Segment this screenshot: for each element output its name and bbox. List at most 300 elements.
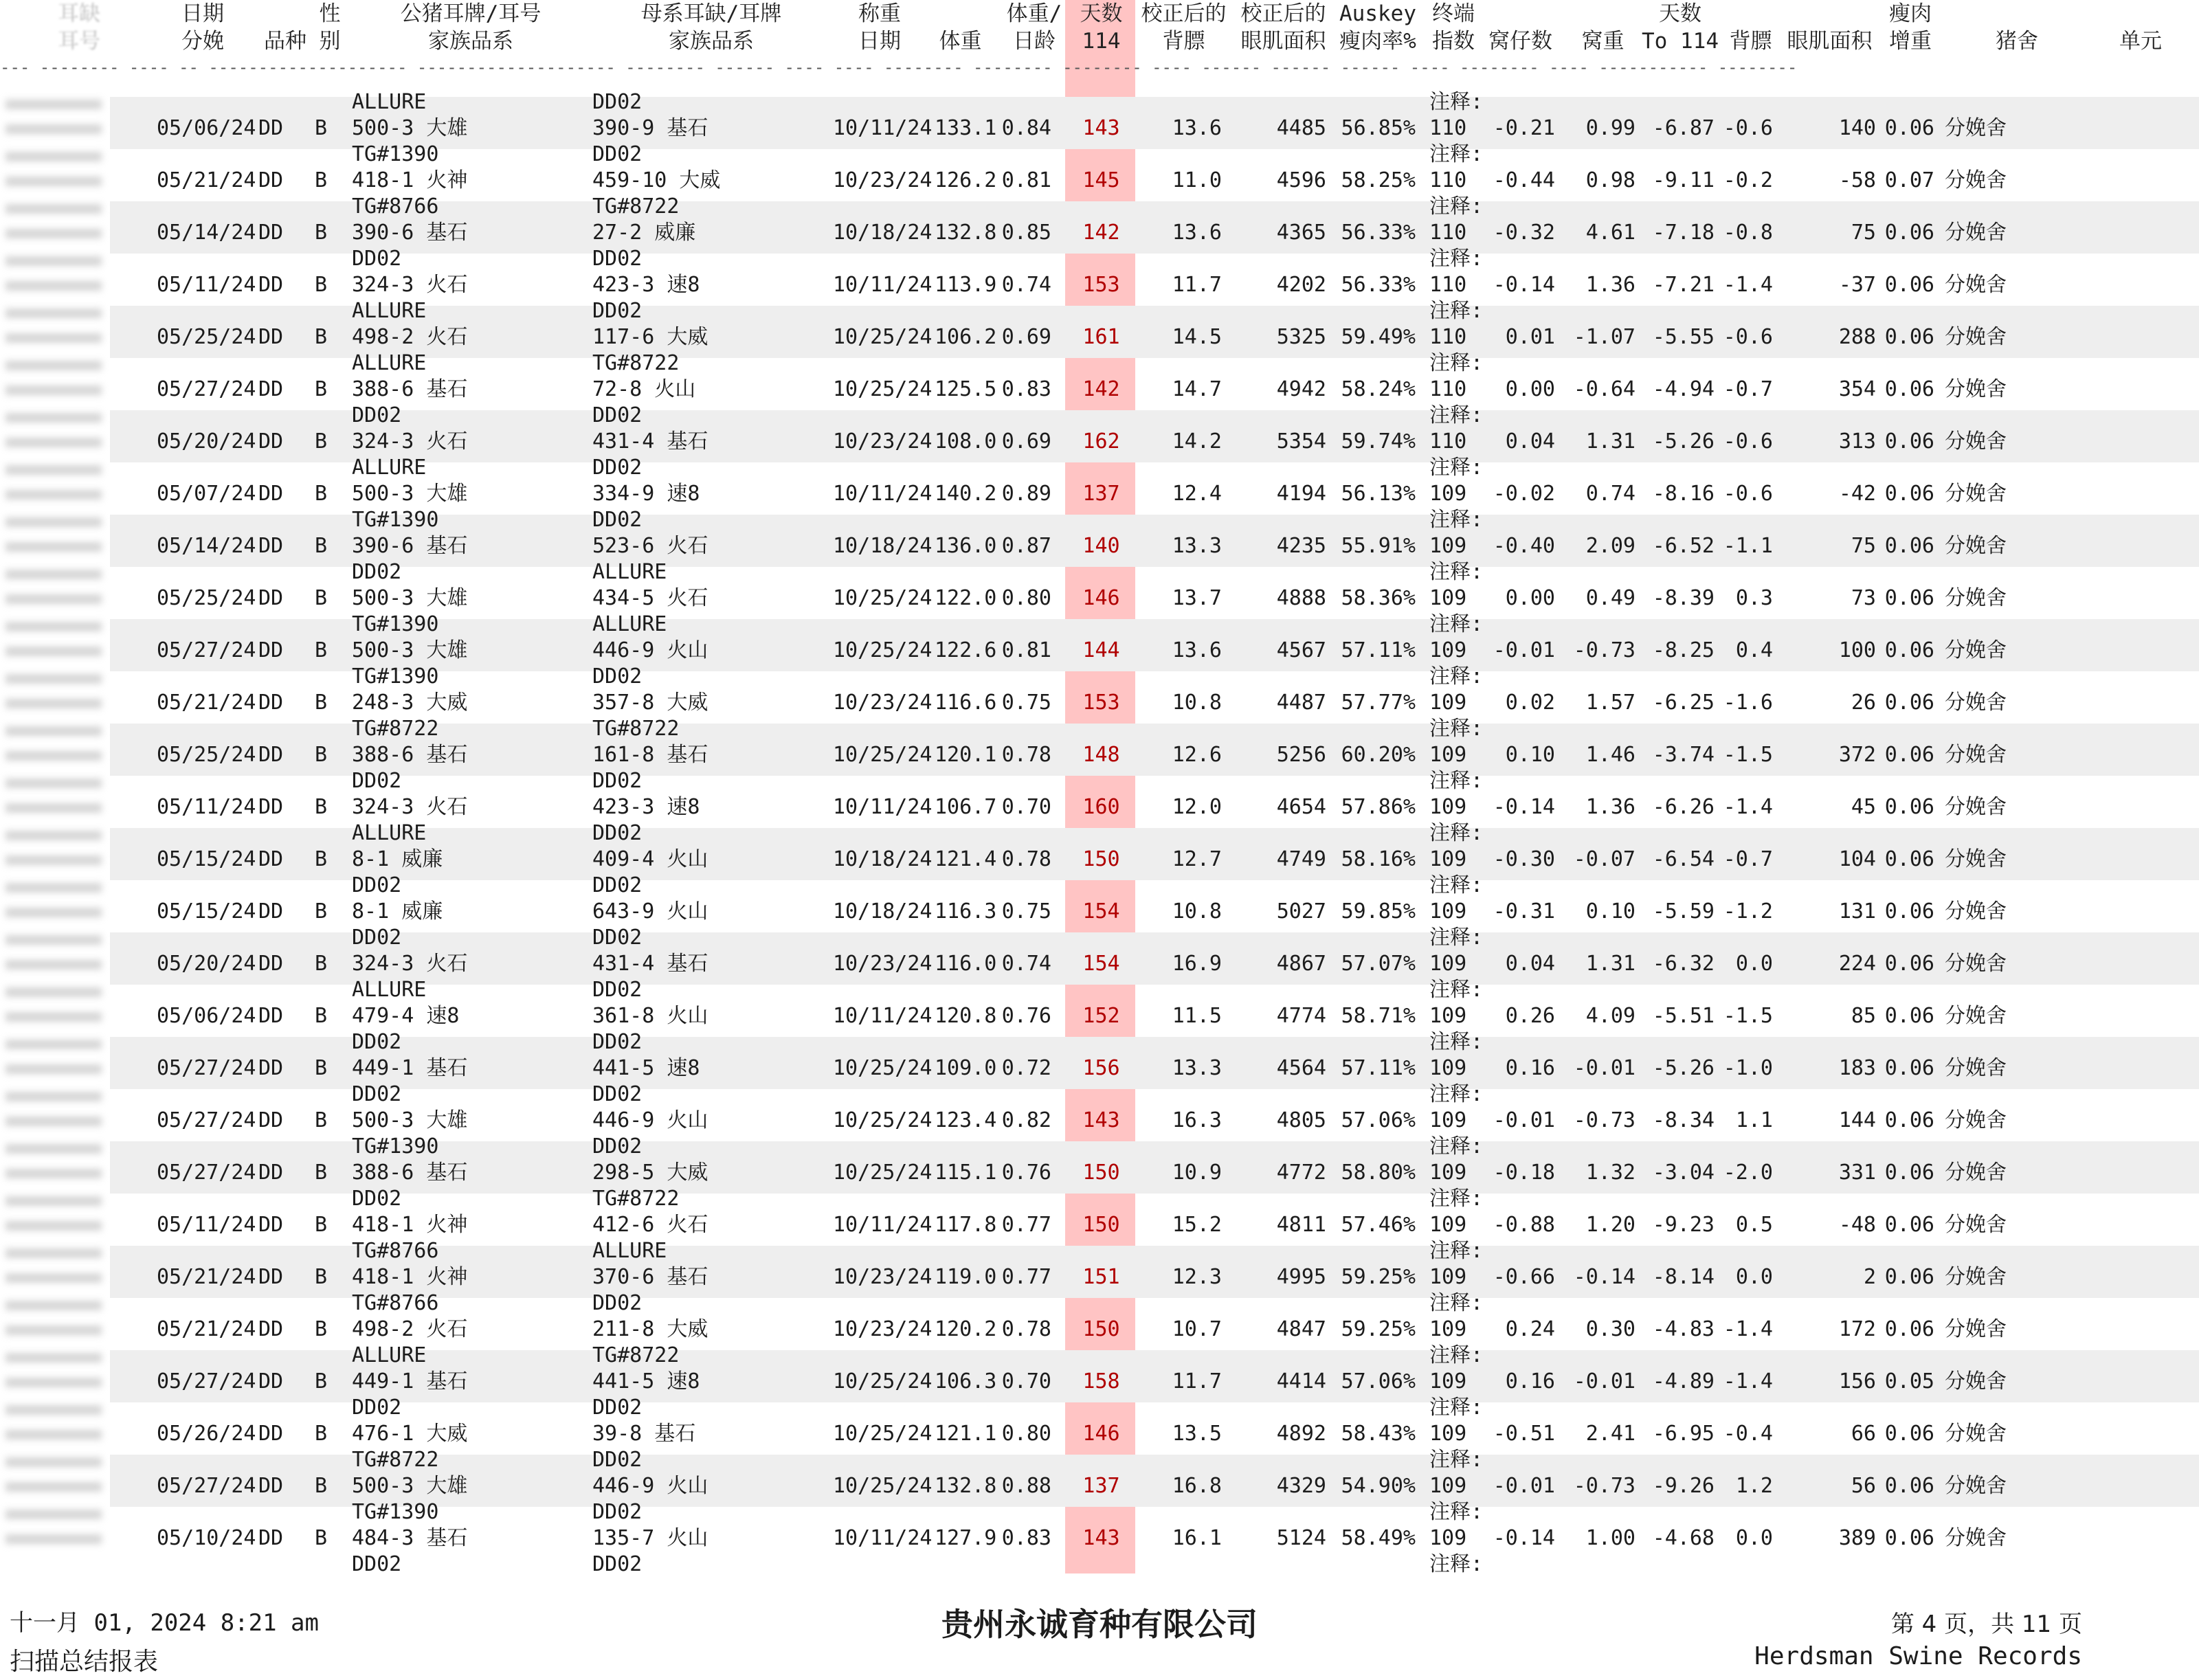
cell-sex: B [315, 1526, 328, 1550]
cell-breed: DD [258, 221, 284, 245]
cell-dam_id: 370-6 基石 [592, 1265, 708, 1289]
cell-breed: DD [258, 899, 284, 923]
cell-bfd: -0.2 [1723, 168, 1773, 192]
cell-wt: 123.4 [935, 1108, 997, 1132]
cell-sex: B [315, 168, 328, 192]
sire-family: TG#8722 [352, 1448, 439, 1472]
cell-lwt: -0.64 [1573, 377, 1636, 401]
cell-sex: B [315, 1317, 328, 1341]
cell-litter: -0.18 [1493, 1161, 1555, 1185]
cell-wpd: 0.77 [1001, 1265, 1051, 1289]
cell-lead: 2 [1863, 1265, 1876, 1289]
cell-date: 05/06/24 [157, 116, 256, 140]
redacted-ear-id [5, 883, 102, 893]
redacted-ear-id [5, 779, 102, 788]
cell-days: 158 [1082, 1369, 1120, 1393]
cell-wt: 120.1 [935, 743, 997, 767]
cell-bf: 12.7 [1172, 847, 1222, 871]
cell-lwt: 0.49 [1585, 586, 1636, 610]
cell-sire_id: 484-3 基石 [352, 1526, 468, 1550]
cell-dam_id: 412-6 火石 [592, 1213, 708, 1237]
cell-bf: 16.3 [1172, 1108, 1222, 1132]
cell-lea: 5256 [1276, 743, 1326, 767]
sire-family: ALLURE [352, 299, 427, 323]
cell-lwt: 1.00 [1585, 1526, 1636, 1550]
cell-date: 05/27/24 [157, 638, 256, 662]
cell-litter: -0.44 [1493, 168, 1555, 192]
cell-wpd: 0.76 [1001, 1161, 1051, 1185]
cell-wt: 125.5 [935, 377, 997, 401]
cell-litter: -0.30 [1493, 847, 1555, 871]
cell-bf: 13.7 [1172, 586, 1222, 610]
cell-wpd: 0.81 [1001, 168, 1051, 192]
cell-days: 146 [1082, 1422, 1120, 1446]
cell-bfd: 0.4 [1735, 638, 1773, 662]
cell-barn: 分娩舍 [1945, 377, 2007, 401]
cell-wpd: 0.77 [1001, 1213, 1051, 1237]
cell-sire_id: 390-6 基石 [352, 534, 468, 558]
cell-d114: -3.74 [1652, 743, 1715, 767]
cell-dam_id: 117-6 大威 [592, 325, 708, 349]
cell-lean: 59.25% [1341, 1317, 1416, 1341]
redacted-ear-id [5, 1248, 102, 1258]
dam-family: DD02 [592, 926, 643, 950]
cell-wt: 113.9 [935, 273, 997, 297]
header-adj-backfat: 校正后的 背膘 [1141, 1, 1227, 54]
cell-lg: 0.06 [1884, 1422, 1934, 1446]
cell-days: 151 [1082, 1265, 1120, 1289]
cell-lea: 4888 [1276, 586, 1326, 610]
note-label: 注释: [1429, 664, 1484, 688]
cell-wdate: 10/11/24 [833, 795, 933, 819]
dam-family: DD02 [592, 1396, 643, 1420]
page-footer [0, 1594, 2199, 1680]
note-label: 注释: [1429, 1187, 1484, 1211]
cell-lea: 4772 [1276, 1161, 1326, 1185]
redacted-ear-id [5, 1040, 102, 1049]
cell-lea: 4811 [1276, 1213, 1326, 1237]
header-breed: 品种 [264, 29, 306, 54]
cell-barn: 分娩舍 [1945, 429, 2007, 453]
cell-idx: 110 [1429, 168, 1467, 192]
cell-wt: 127.9 [935, 1526, 997, 1550]
cell-idx: 109 [1429, 1474, 1467, 1498]
cell-lea: 4202 [1276, 273, 1326, 297]
cell-date: 05/06/24 [157, 1004, 256, 1028]
cell-wdate: 10/23/24 [833, 1265, 933, 1289]
cell-days: 154 [1082, 899, 1120, 923]
cell-barn: 分娩舍 [1945, 691, 2007, 715]
cell-lwt: -0.07 [1573, 847, 1636, 871]
cell-barn: 分娩舍 [1945, 325, 2007, 349]
cell-lead: 131 [1838, 899, 1876, 923]
cell-d114: -7.21 [1652, 273, 1715, 297]
cell-lg: 0.06 [1884, 795, 1934, 819]
cell-d114: -5.26 [1652, 1056, 1715, 1080]
cell-sire_id: 500-3 大雄 [352, 482, 468, 506]
cell-sire_id: 500-3 大雄 [352, 638, 468, 662]
cell-dam_id: 334-9 速8 [592, 482, 700, 506]
sire-family: TG#1390 [352, 508, 439, 532]
cell-date: 05/15/24 [157, 847, 256, 871]
cell-wt: 132.8 [935, 221, 997, 245]
cell-sire_id: 324-3 火石 [352, 952, 468, 976]
cell-days: 161 [1082, 325, 1120, 349]
redacted-ear-id [5, 490, 102, 500]
cell-lwt: 4.09 [1585, 1004, 1636, 1028]
note-label: 注释: [1429, 1396, 1484, 1420]
cell-lean: 59.49% [1341, 325, 1416, 349]
cell-sex: B [315, 952, 328, 976]
cell-wdate: 10/11/24 [833, 1004, 933, 1028]
sire-family: DD02 [352, 926, 402, 950]
cell-sire_id: 8-1 威廉 [352, 899, 443, 923]
cell-date: 05/20/24 [157, 952, 256, 976]
cell-bfd: 0.0 [1735, 952, 1773, 976]
cell-sire_id: 388-6 基石 [352, 377, 468, 401]
cell-sex: B [315, 638, 328, 662]
cell-lg: 0.06 [1884, 1004, 1934, 1028]
cell-sire_id: 449-1 基石 [352, 1056, 468, 1080]
cell-days: 144 [1082, 638, 1120, 662]
dam-family: DD02 [592, 978, 643, 1002]
cell-lwt: -0.01 [1573, 1056, 1636, 1080]
cell-breed: DD [258, 586, 284, 610]
note-label: 注释: [1429, 1343, 1484, 1367]
cell-dam_id: 441-5 速8 [592, 1056, 700, 1080]
dam-family: ALLURE [592, 612, 667, 636]
cell-bf: 13.3 [1172, 534, 1222, 558]
dam-family: TG#8722 [592, 1187, 680, 1211]
header-litter-size: 窝仔数 [1488, 29, 1552, 54]
note-label: 注释: [1429, 247, 1484, 271]
cell-wpd: 0.69 [1001, 325, 1051, 349]
cell-lead: 104 [1838, 847, 1876, 871]
cell-lead: 75 [1851, 534, 1876, 558]
cell-bf: 10.8 [1172, 899, 1222, 923]
cell-wdate: 10/11/24 [833, 1526, 933, 1550]
sire-family: TG#1390 [352, 142, 439, 166]
cell-wt: 122.0 [935, 586, 997, 610]
dam-family: TG#8722 [592, 717, 680, 741]
cell-lea: 4194 [1276, 482, 1326, 506]
dam-family: TG#8722 [592, 351, 680, 375]
cell-d114: -6.26 [1652, 795, 1715, 819]
redacted-ear-id [5, 413, 102, 423]
cell-lea: 4564 [1276, 1056, 1326, 1080]
cell-litter: 0.00 [1505, 586, 1555, 610]
cell-bf: 16.1 [1172, 1526, 1222, 1550]
dam-family: DD02 [592, 1082, 643, 1106]
cell-sire_id: 476-1 大威 [352, 1422, 468, 1446]
cell-sire_id: 388-6 基石 [352, 1161, 468, 1185]
cell-breed: DD [258, 795, 284, 819]
cell-days: 140 [1082, 534, 1120, 558]
cell-dam_id: 298-5 大威 [592, 1161, 708, 1185]
cell-wdate: 10/25/24 [833, 1056, 933, 1080]
cell-barn: 分娩舍 [1945, 273, 2007, 297]
cell-lead: 224 [1838, 952, 1876, 976]
cell-lwt: 0.30 [1585, 1317, 1636, 1341]
note-label: 注释: [1429, 1448, 1484, 1472]
redacted-ear-id [5, 1378, 102, 1387]
cell-lean: 58.43% [1341, 1422, 1416, 1446]
sire-family: DD02 [352, 873, 402, 897]
cell-wpd: 0.69 [1001, 429, 1051, 453]
cell-wdate: 10/25/24 [833, 1161, 933, 1185]
redacted-ear-id [5, 1092, 102, 1101]
cell-breed: DD [258, 429, 284, 453]
cell-lwt: -0.73 [1573, 1108, 1636, 1132]
cell-lean: 55.91% [1341, 534, 1416, 558]
cell-sire_id: 418-1 火神 [352, 1265, 468, 1289]
cell-days: 153 [1082, 691, 1120, 715]
redacted-ear-id [5, 124, 102, 134]
cell-sex: B [315, 116, 328, 140]
cell-wpd: 0.89 [1001, 482, 1051, 506]
cell-litter: 0.00 [1505, 377, 1555, 401]
cell-wt: 116.6 [935, 691, 997, 715]
cell-lead: 26 [1851, 691, 1876, 715]
cell-lea: 4487 [1276, 691, 1326, 715]
cell-wpd: 0.78 [1001, 847, 1051, 871]
cell-sex: B [315, 1474, 328, 1498]
cell-breed: DD [258, 1369, 284, 1393]
cell-lg: 0.06 [1884, 847, 1934, 871]
dam-family: DD02 [592, 90, 643, 114]
redacted-ear-id [5, 517, 102, 527]
cell-litter: -0.14 [1493, 795, 1555, 819]
cell-wt: 119.0 [935, 1265, 997, 1289]
note-label: 注释: [1429, 769, 1484, 793]
cell-lwt: 0.74 [1585, 482, 1636, 506]
redacted-ear-id [5, 1064, 102, 1074]
cell-idx: 109 [1429, 1422, 1467, 1446]
cell-litter: -0.02 [1493, 482, 1555, 506]
cell-wt: 121.4 [935, 847, 997, 871]
redacted-ear-id [5, 803, 102, 813]
cell-wpd: 0.84 [1001, 116, 1051, 140]
cell-sex: B [315, 1213, 328, 1237]
cell-lead: -48 [1838, 1213, 1876, 1237]
cell-wpd: 0.75 [1001, 691, 1051, 715]
cell-lean: 59.85% [1341, 899, 1416, 923]
cell-wdate: 10/23/24 [833, 168, 933, 192]
redacted-ear-id [5, 831, 102, 840]
redacted-ear-id [5, 1196, 102, 1206]
cell-idx: 110 [1429, 116, 1467, 140]
cell-lead: 73 [1851, 586, 1876, 610]
cell-lg: 0.06 [1884, 429, 1934, 453]
cell-barn: 分娩舍 [1945, 586, 2007, 610]
cell-lwt: 1.57 [1585, 691, 1636, 715]
cell-lead: 331 [1838, 1161, 1876, 1185]
cell-wpd: 0.76 [1001, 1004, 1051, 1028]
cell-wt: 117.8 [935, 1213, 997, 1237]
cell-lg: 0.06 [1884, 1056, 1934, 1080]
cell-date: 05/21/24 [157, 1265, 256, 1289]
cell-wpd: 0.87 [1001, 534, 1051, 558]
cell-days: 152 [1082, 1004, 1120, 1028]
sire-family: DD02 [352, 1082, 402, 1106]
cell-date: 05/25/24 [157, 586, 256, 610]
sire-family: TG#8722 [352, 717, 439, 741]
cell-litter: -0.14 [1493, 1526, 1555, 1550]
cell-sex: B [315, 221, 328, 245]
cell-lead: 45 [1851, 795, 1876, 819]
cell-lea: 4774 [1276, 1004, 1326, 1028]
cell-bfd: -1.5 [1723, 1004, 1773, 1028]
redacted-ear-id [5, 1482, 102, 1492]
cell-days: 150 [1082, 1213, 1120, 1237]
cell-litter: 0.02 [1505, 691, 1555, 715]
cell-sex: B [315, 1422, 328, 1446]
cell-idx: 109 [1429, 586, 1467, 610]
cell-date: 05/21/24 [157, 168, 256, 192]
cell-dam_id: 434-5 火石 [592, 586, 708, 610]
cell-lea: 4892 [1276, 1422, 1326, 1446]
cell-breed: DD [258, 273, 284, 297]
cell-lwt: 1.36 [1585, 273, 1636, 297]
cell-litter: 0.16 [1505, 1369, 1555, 1393]
cell-lean: 58.80% [1341, 1161, 1416, 1185]
note-label: 注释: [1429, 1134, 1484, 1158]
cell-sex: B [315, 377, 328, 401]
cell-date: 05/26/24 [157, 1422, 256, 1446]
dam-family: TG#8722 [592, 1343, 680, 1367]
cell-idx: 109 [1429, 1317, 1467, 1341]
cell-litter: -0.14 [1493, 273, 1555, 297]
cell-lwt: 1.20 [1585, 1213, 1636, 1237]
cell-bf: 12.4 [1172, 482, 1222, 506]
cell-lead: 66 [1851, 1422, 1876, 1446]
cell-sire_id: 324-3 火石 [352, 429, 468, 453]
cell-wdate: 10/18/24 [833, 221, 933, 245]
dam-family: DD02 [592, 664, 643, 688]
cell-days: 150 [1082, 847, 1120, 871]
cell-days: 162 [1082, 429, 1120, 453]
cell-bf: 12.6 [1172, 743, 1222, 767]
cell-d114: -9.23 [1652, 1213, 1715, 1237]
sire-family: TG#1390 [352, 664, 439, 688]
cell-sire_id: 449-1 基石 [352, 1369, 468, 1393]
cell-breed: DD [258, 1526, 284, 1550]
cell-wt: 132.8 [935, 1474, 997, 1498]
cell-lg: 0.06 [1884, 221, 1934, 245]
dam-family: DD02 [592, 247, 643, 271]
cell-idx: 109 [1429, 1004, 1467, 1028]
cell-wdate: 10/25/24 [833, 1474, 933, 1498]
dam-family: DD02 [592, 1500, 643, 1524]
redacted-ear-id [5, 465, 102, 475]
cell-lg: 0.06 [1884, 586, 1934, 610]
cell-breed: DD [258, 1317, 284, 1341]
cell-sex: B [315, 325, 328, 349]
cell-lg: 0.07 [1884, 168, 1934, 192]
cell-litter: -0.88 [1493, 1213, 1555, 1237]
cell-wt: 140.2 [935, 482, 997, 506]
cell-lean: 57.11% [1341, 1056, 1416, 1080]
cell-lea: 4567 [1276, 638, 1326, 662]
cell-idx: 109 [1429, 534, 1467, 558]
cell-lean: 59.74% [1341, 429, 1416, 453]
header-sex: 性 别 [319, 1, 341, 54]
cell-lead: 172 [1838, 1317, 1876, 1341]
cell-wt: 133.1 [935, 116, 997, 140]
cell-sire_id: 418-1 火神 [352, 1213, 468, 1237]
redacted-ear-id [5, 935, 102, 945]
cell-bf: 15.2 [1172, 1213, 1222, 1237]
cell-wt: 120.8 [935, 1004, 997, 1028]
redacted-ear-id [5, 908, 102, 917]
note-label: 注释: [1429, 1082, 1484, 1106]
cell-dam_id: 390-9 基石 [592, 116, 708, 140]
cell-wdate: 10/25/24 [833, 638, 933, 662]
cell-breed: DD [258, 1422, 284, 1446]
cell-lead: 389 [1838, 1526, 1876, 1550]
cell-wdate: 10/25/24 [833, 1369, 933, 1393]
cell-bfd: -0.6 [1723, 116, 1773, 140]
redacted-ear-id [5, 1117, 102, 1126]
sire-family: DD02 [352, 1396, 402, 1420]
sire-family: ALLURE [352, 821, 427, 845]
software-name: Herdsman Swine Records [1754, 1642, 2082, 1670]
cell-lean: 58.71% [1341, 1004, 1416, 1028]
cell-lg: 0.06 [1884, 691, 1934, 715]
cell-bfd: -0.6 [1723, 429, 1773, 453]
cell-breed: DD [258, 534, 284, 558]
cell-lean: 59.25% [1341, 1265, 1416, 1289]
table-header [0, 0, 2199, 55]
cell-bfd: -1.4 [1723, 1369, 1773, 1393]
redacted-ear-id [5, 674, 102, 684]
cell-lea: 4847 [1276, 1317, 1326, 1341]
cell-idx: 109 [1429, 1108, 1467, 1132]
cell-sex: B [315, 899, 328, 923]
cell-lead: 372 [1838, 743, 1876, 767]
cell-litter: 0.04 [1505, 952, 1555, 976]
redacted-ear-id [5, 1534, 102, 1544]
dam-family: DD02 [592, 1291, 643, 1315]
cell-bfd: 0.3 [1735, 586, 1773, 610]
cell-lead: -42 [1838, 482, 1876, 506]
cell-date: 05/15/24 [157, 899, 256, 923]
redacted-ear-id [5, 1457, 102, 1467]
cell-bf: 10.8 [1172, 691, 1222, 715]
cell-wpd: 0.75 [1001, 899, 1051, 923]
cell-litter: -0.51 [1493, 1422, 1555, 1446]
cell-wt: 120.2 [935, 1317, 997, 1341]
cell-bfd: -1.6 [1723, 691, 1773, 715]
cell-breed: DD [258, 1161, 284, 1185]
cell-barn: 分娩舍 [1945, 795, 2007, 819]
cell-barn: 分娩舍 [1945, 482, 2007, 506]
cell-idx: 109 [1429, 795, 1467, 819]
cell-lg: 0.06 [1884, 116, 1934, 140]
cell-sire_id: 418-1 火神 [352, 168, 468, 192]
cell-wdate: 10/25/24 [833, 325, 933, 349]
cell-breed: DD [258, 952, 284, 976]
cell-d114: -5.51 [1652, 1004, 1715, 1028]
cell-wt: 109.0 [935, 1056, 997, 1080]
cell-wt: 126.2 [935, 168, 997, 192]
cell-idx: 109 [1429, 638, 1467, 662]
cell-bfd: 0.0 [1735, 1265, 1773, 1289]
cell-days: 137 [1082, 482, 1120, 506]
header-days-114: 天数 114 [1080, 1, 1123, 54]
sire-family: DD02 [352, 1030, 402, 1054]
cell-sex: B [315, 1265, 328, 1289]
